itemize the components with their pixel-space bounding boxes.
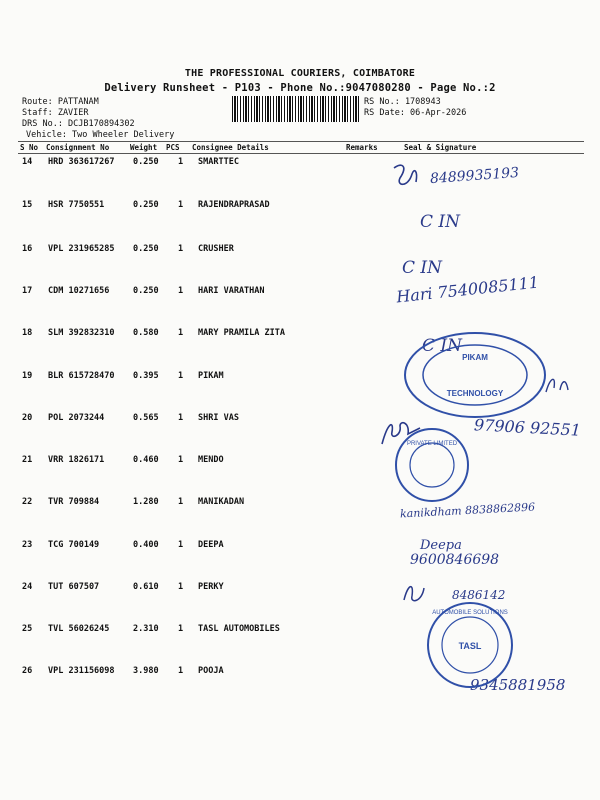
- row-sno: 18: [22, 328, 33, 338]
- col-header-consignee: Consignee Details: [192, 143, 269, 152]
- signature-scribble-14: [388, 160, 428, 194]
- row-consignee: HARI VARATHAN: [198, 286, 265, 296]
- row-pcs: 1: [178, 371, 184, 381]
- col-header-pcs: PCS: [166, 143, 180, 152]
- row-sno: 22: [22, 497, 33, 507]
- row-weight: 0.395: [133, 371, 159, 381]
- handwriting-26: 9345881958: [470, 676, 566, 694]
- handwriting-17: C IN: [402, 258, 443, 278]
- header-bottom-rule: [18, 153, 584, 154]
- table-row: [0, 455, 600, 469]
- row-sno: 17: [22, 286, 33, 296]
- row-weight: 2.310: [133, 624, 159, 634]
- row-consignee: POOJA: [198, 666, 224, 676]
- row-weight: 0.460: [133, 455, 159, 465]
- row-pcs: 1: [178, 200, 184, 210]
- row-sno: 21: [22, 455, 33, 465]
- row-pcs: 1: [178, 624, 184, 634]
- handwriting-23b: 9600846698: [410, 552, 500, 568]
- row-consignee: MENDO: [198, 455, 224, 465]
- row-consignee: SHRI VAS: [198, 413, 239, 423]
- row-consignment: CDM 10271656: [48, 286, 110, 296]
- handwriting-22: kanikdham 8838862896: [399, 500, 536, 521]
- svg-text:PRIVATE LIMITED: PRIVATE LIMITED: [406, 441, 458, 447]
- table-row: [0, 244, 600, 258]
- row-sno: 15: [22, 200, 33, 210]
- row-consignee: SMARTTEC: [198, 157, 239, 167]
- row-pcs: 1: [178, 286, 184, 296]
- svg-text:TECHNOLOGY: TECHNOLOGY: [446, 389, 504, 398]
- table-row: [0, 540, 600, 554]
- row-consignee: MANIKADAN: [198, 497, 245, 507]
- row-consignee: RAJENDRAPRASAD: [198, 200, 270, 210]
- row-consignment: TUT 607507: [48, 582, 100, 592]
- rs-no-label: RS No.: 1708943: [364, 97, 441, 107]
- row-sno: 26: [22, 666, 33, 676]
- row-consignment: VRR 1826171: [48, 455, 105, 465]
- row-weight: 1.280: [133, 497, 159, 507]
- row-consignee: MARY PRAMILA ZITA: [198, 328, 285, 338]
- svg-text:AUTOMOBILE SOLUTIONS: AUTOMOBILE SOLUTIONS: [432, 610, 508, 616]
- runsheet-subtitle: Delivery Runsheet - P103 - Phone No.:9047080280 - Page No.:2: [104, 82, 496, 94]
- row-consignment: TVR 709884: [48, 497, 100, 507]
- row-sno: 19: [22, 371, 33, 381]
- svg-text:PIKAM: PIKAM: [462, 353, 488, 362]
- row-weight: 0.250: [133, 286, 159, 296]
- route-label: Route: PATTANAM: [22, 97, 99, 107]
- table-row: [0, 582, 600, 596]
- col-header-consignment: Consignment No: [46, 143, 110, 152]
- header-top-rule: [18, 141, 584, 142]
- rs-date-label: RS Date: 06-Apr-2026: [364, 108, 467, 118]
- row-sno: 20: [22, 413, 33, 423]
- col-header-seal: Seal & Signature: [404, 143, 477, 152]
- row-consignee: TASL AUTOMOBILES: [198, 624, 280, 634]
- row-consignee: DEEPA: [198, 540, 224, 550]
- row-sno: 25: [22, 624, 33, 634]
- handwriting-14: 8489935193: [429, 164, 520, 188]
- barcode-image: [232, 96, 360, 122]
- row-sno: 14: [22, 157, 33, 167]
- col-header-weight: Weight: [130, 143, 158, 152]
- row-consignment: HSR 7750551: [48, 200, 105, 210]
- row-consignment: TVL 56026245: [48, 624, 110, 634]
- pikam-technology-stamp: [400, 330, 550, 420]
- row-pcs: 1: [178, 244, 184, 254]
- handwriting-16: C IN: [420, 212, 461, 232]
- row-weight: 0.250: [133, 244, 159, 254]
- row-pcs: 1: [178, 157, 184, 167]
- row-pcs: 1: [178, 455, 184, 465]
- col-header-remarks: Remarks: [346, 143, 378, 152]
- row-weight: 0.250: [133, 200, 159, 210]
- row-pcs: 1: [178, 666, 184, 676]
- handwriting-20: 97906 92551: [473, 415, 582, 440]
- row-consignee: PERKY: [198, 582, 224, 592]
- row-consignment: TCG 700149: [48, 540, 100, 550]
- row-weight: 0.580: [133, 328, 159, 338]
- row-weight: 0.250: [133, 157, 159, 167]
- row-weight: 0.610: [133, 582, 159, 592]
- row-pcs: 1: [178, 413, 184, 423]
- row-consignment: HRD 363617267: [48, 157, 115, 167]
- row-weight: 3.980: [133, 666, 159, 676]
- row-consignment: VPL 231965285: [48, 244, 115, 254]
- col-header-sno: S No: [20, 143, 39, 152]
- row-consignment: BLR 615728470: [48, 371, 115, 381]
- row-weight: 0.565: [133, 413, 159, 423]
- company-title: THE PROFESSIONAL COURIERS, COIMBATORE: [184, 68, 416, 79]
- row-pcs: 1: [178, 328, 184, 338]
- row-consignee: CRUSHER: [198, 244, 234, 254]
- row-pcs: 1: [178, 497, 184, 507]
- row-sno: 16: [22, 244, 33, 254]
- handwriting-24: 8486142: [452, 588, 506, 602]
- handwriting-18: C IN: [422, 336, 463, 356]
- vehicle-label: Vehicle: Two Wheeler Delivery: [26, 130, 175, 140]
- row-consignment: VPL 231156098: [48, 666, 115, 676]
- row-consignment: POL 2073244: [48, 413, 105, 423]
- row-consignee: PIKAM: [198, 371, 224, 381]
- table-row: [0, 200, 600, 214]
- row-pcs: 1: [178, 540, 184, 550]
- row-weight: 0.400: [133, 540, 159, 550]
- handwriting-23a: Deepa: [420, 538, 462, 553]
- staff-label: Staff: ZAVIER: [22, 108, 89, 118]
- svg-text:TASL: TASL: [458, 641, 482, 651]
- row-consignment: SLM 392832310: [48, 328, 115, 338]
- row-pcs: 1: [178, 582, 184, 592]
- drs-label: DRS No.: DCJB170894302: [22, 119, 135, 129]
- handwriting-17b: Hari 7540085111: [395, 272, 540, 307]
- private-limited-stamp: [392, 425, 472, 505]
- tasl-automobile-stamp: [420, 600, 520, 690]
- row-sno: 23: [22, 540, 33, 550]
- row-sno: 24: [22, 582, 33, 592]
